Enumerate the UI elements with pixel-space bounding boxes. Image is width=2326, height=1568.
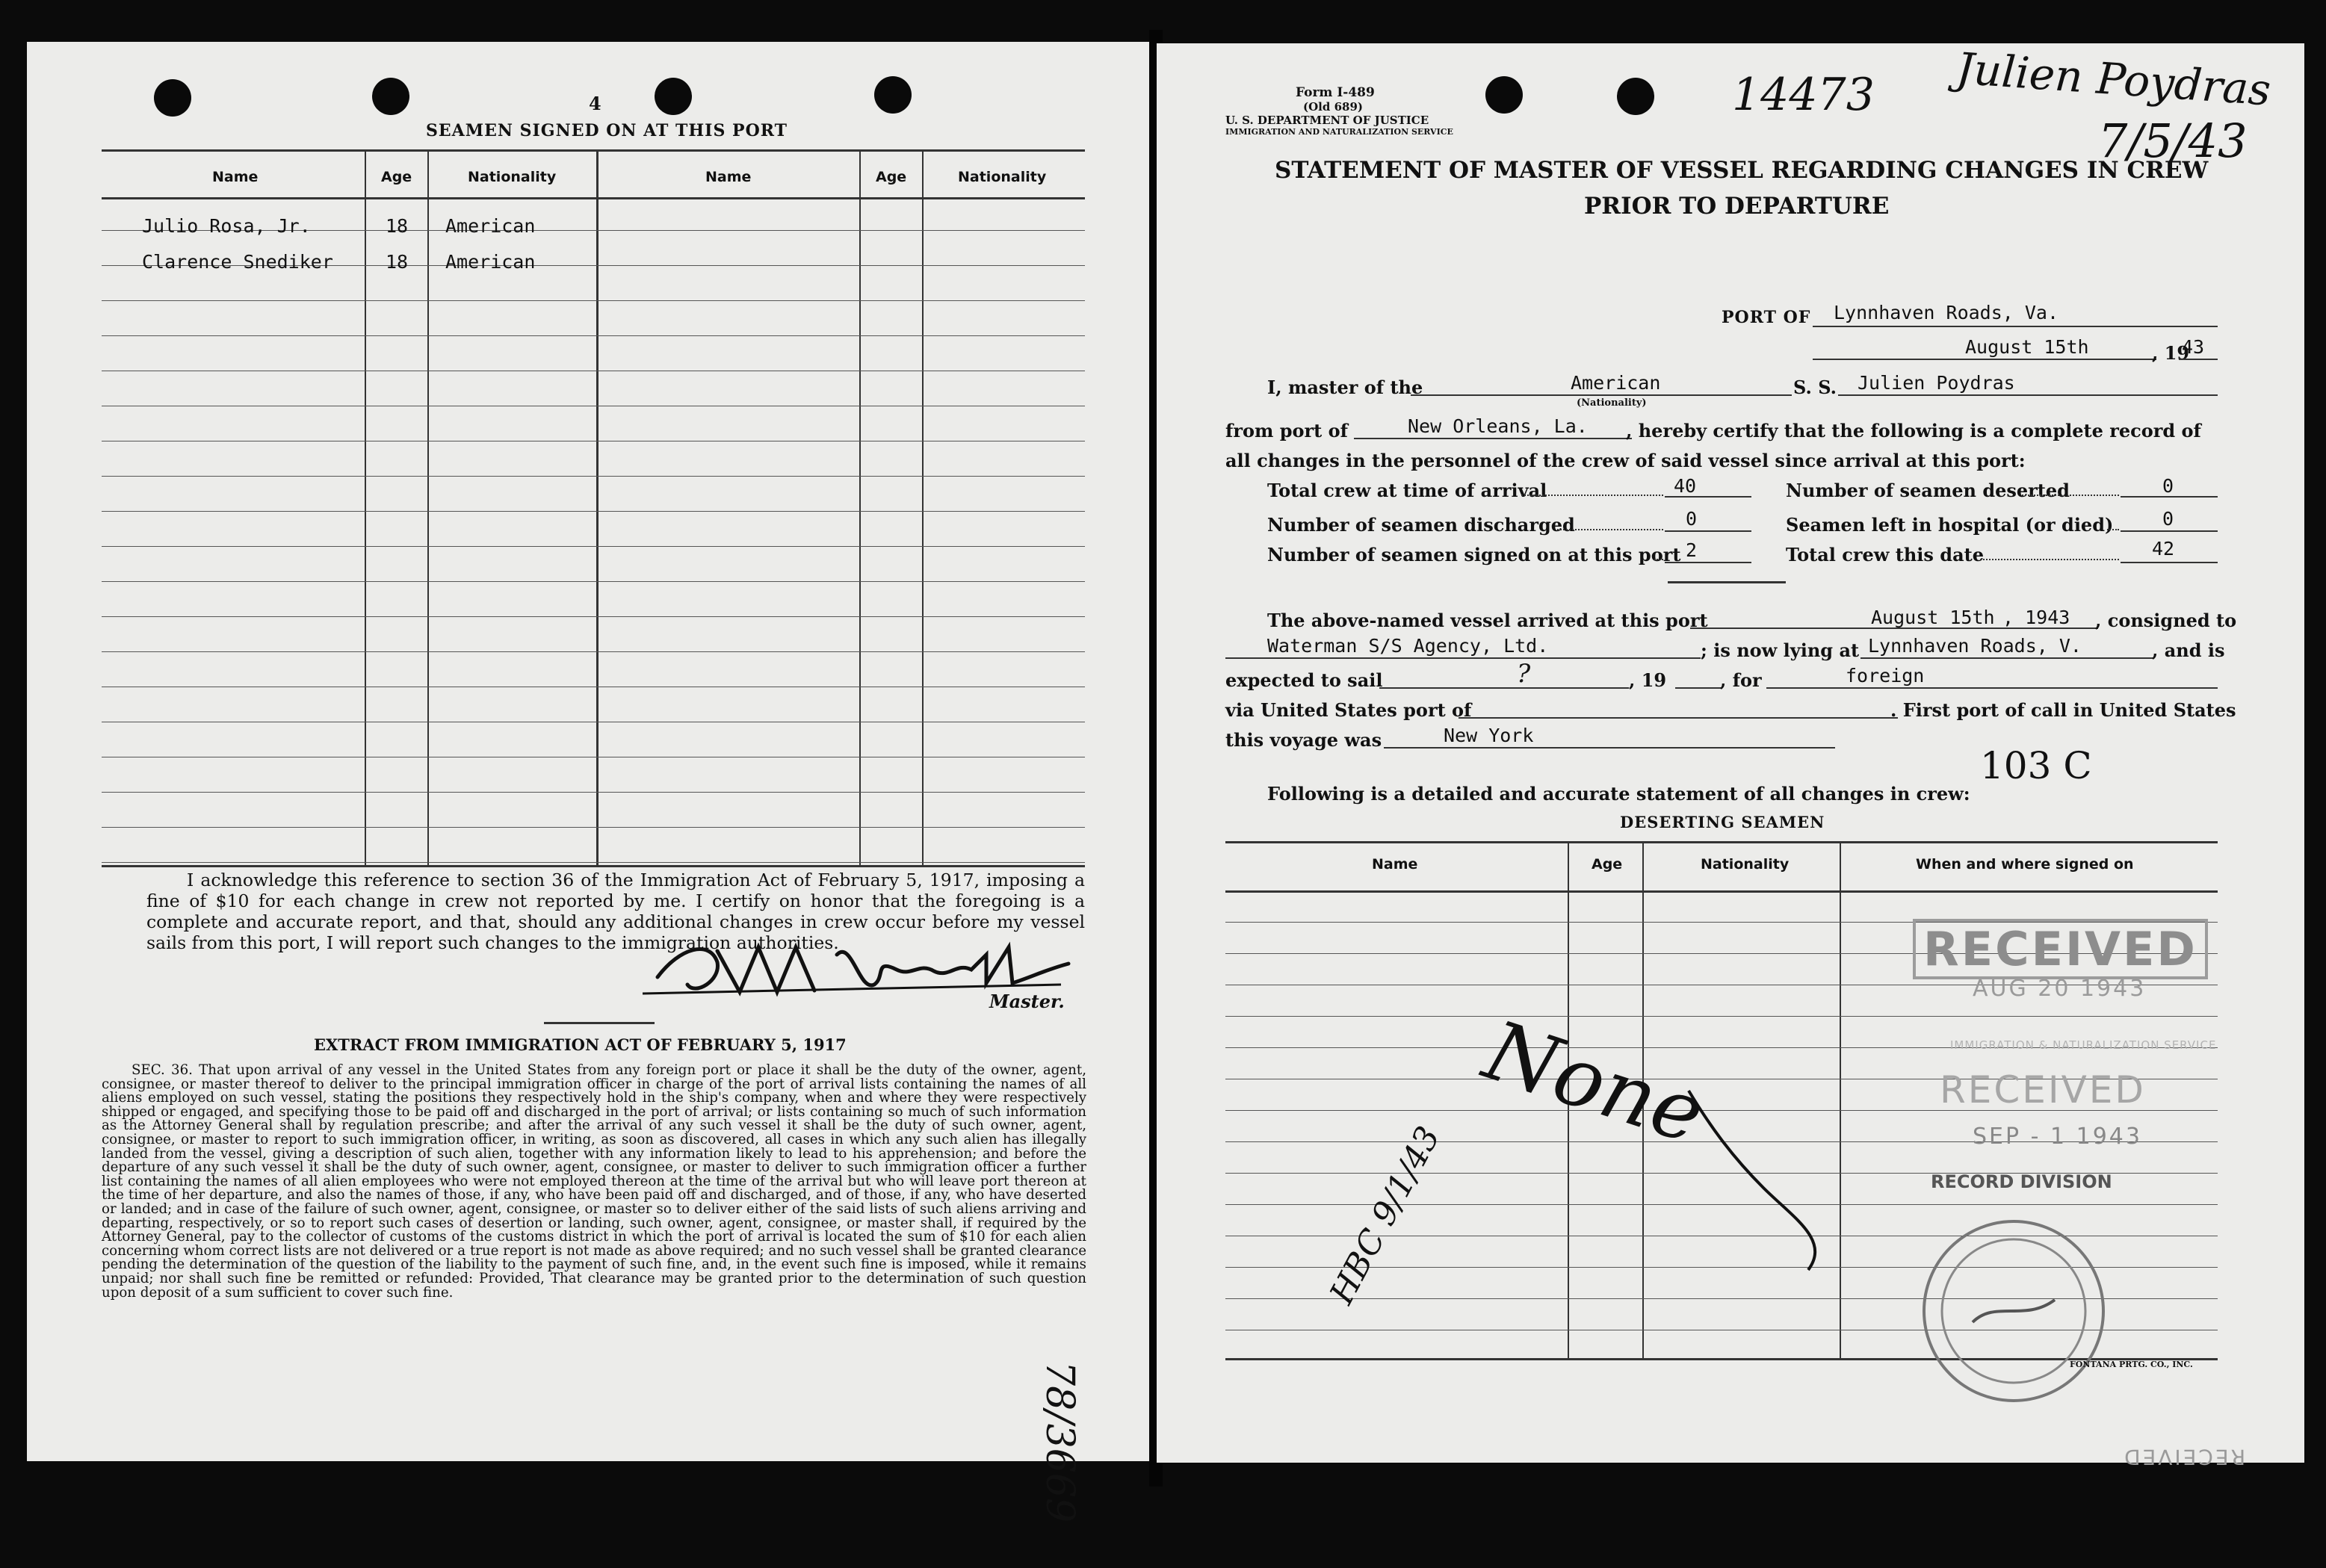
department-label: U. S. DEPARTMENT OF JUSTICE [1225, 114, 1429, 127]
form-old-number: (Old 689) [1303, 100, 1363, 114]
stat-label: Seamen left in hospital (or died) [1786, 514, 2114, 536]
handwritten-number: 14473 [1732, 69, 1875, 121]
table-cell-nationality: American [445, 215, 536, 237]
deserting-title: DESERTING SEAMEN [1620, 813, 1825, 831]
deserting-col-signed-on: When and where signed on [1916, 856, 2134, 873]
master-of-label: I, master of the [1267, 376, 1423, 398]
table-rule [102, 511, 1085, 512]
table-rule [1225, 1016, 2218, 1017]
none-stroke [1681, 1083, 1831, 1277]
table-cell-age: 18 [386, 251, 409, 273]
from-port-value: New Orleans, La. [1408, 415, 1588, 437]
deserting-col-name: Name [1372, 856, 1418, 873]
table-rule [102, 581, 1085, 582]
page-number: 4 [589, 93, 601, 114]
section-title: SEAMEN SIGNED ON AT THIS PORT [426, 121, 788, 140]
deserting-col-age: Age [1592, 856, 1623, 873]
table-cell-age: 18 [386, 215, 409, 237]
via-label: via United States port of [1225, 699, 1472, 721]
initials-note: HBC 9/1/43 [1323, 1120, 1448, 1310]
col-header-age: Age [381, 169, 412, 185]
col-header-name-2: Name [705, 169, 752, 185]
table-rule [102, 335, 1085, 336]
port-label: PORT OF [1722, 308, 1811, 327]
voyage-label: this voyage was [1225, 729, 1382, 751]
date-value: August 15th [1965, 336, 2089, 358]
table-rule [102, 300, 1085, 301]
code-note: 103 C [1980, 744, 2092, 787]
expected-label: expected to sail [1225, 669, 1383, 691]
arrived-year: , 1943 [2002, 607, 2070, 628]
punch-hole [372, 78, 409, 115]
col-header-name: Name [212, 169, 259, 185]
table-rule [102, 792, 1085, 793]
certify-text: , hereby certify that the following is a complete record of [1626, 420, 2201, 441]
punch-hole [655, 78, 692, 115]
table-rule [102, 827, 1085, 828]
expected-value: ? [1517, 659, 1531, 689]
table-rule [102, 862, 1085, 863]
table-rule [102, 616, 1085, 617]
following-text: Following is a detailed and accurate statement of all changes in crew: [1267, 783, 1970, 805]
extract-text: SEC. 36. That upon arrival of any vessel in the United States from any foreign port or place it shall be the duty of the owner, agent, consignee, or master thereof to deliver to the principal immigration officer in charge of the port of arrival lists containing the names of all aliens employed on such vessel, stating the positions they respectively hold in the ship's company, when and where they were respectively shipped or engaged, and specifying those to be paid off and discharged in the port of arrival; or lists containing so much of such information as the Attorney General shall by regulation prescribe; and after the arrival of any such vessel it shall be the duty of such owner, agent, consignee, or master to report to such immigration officer, in writing, as soon as discovered, all cases in which any such alien has illegally landed from the vessel, giving a description of such alien, together with any information likely to lead to his apprehension; and before the departure of any such vessel it shall be the duty of such owner, agent, consignee, or master to deliver to such immigration officer a further list containing the names of all alien employees who were not employed thereon at the time of the arrival but who will leave port thereon at the time of her departure, and also the names of those, if any, who have been paid off and discharged, and of those, if any, who have deserted or landed; and in case of the failure of such owner, agent, consignee, or master so to deliver either of the said lists of such aliens arriving and departing, respectively, or so to report such cases of desertion or landing, such owner, agent, consignee, or master shall, if required by the Attorney General, pay to the collector of customs of the customs district in which the port of arrival is located the sum of $10 for each alien concerning whom correct lists are not delivered or a true report is not made as above required; and no such vessel shall be granted clearance pending the determination of the question of the liability to the payment of such fine, and, in the event such fine is imposed, while it remains unpaid; nor shall such fine be remitted or refunded: Provided, That clearance may be granted prior to the determination of such question upon deposit of a sum sufficient to cover such fine. [102, 1062, 1086, 1301]
first-port-label: . First port of call in United States [1890, 699, 2236, 721]
form-title: STATEMENT OF MASTER OF VESSEL REGARDING CHANGES IN CREW [1275, 157, 2209, 184]
col-header-nationality-2: Nationality [958, 169, 1047, 185]
stat-label: Total crew this date [1786, 544, 1984, 565]
extract-title: EXTRACT FROM IMMIGRATION ACT OF FEBRUARY 5, 1917 [314, 1035, 847, 1054]
lying-label: ; is now lying at [1701, 639, 1860, 661]
table-cell-name: Julio Rosa, Jr. [142, 215, 311, 237]
punch-hole [1617, 78, 1654, 115]
year-prefix: , 19 [2152, 342, 2190, 364]
deserting-col-nationality: Nationality [1701, 856, 1790, 873]
stat-value: 0 [2162, 508, 2174, 530]
stat-value: 2 [1686, 539, 1698, 561]
port-value: Lynnhaven Roads, Va. [1834, 302, 2059, 323]
stat-label: Number of seamen discharged [1267, 514, 1575, 536]
stat-value: 0 [1686, 508, 1698, 530]
table-rule [102, 546, 1085, 547]
all-changes-text: all changes in the personnel of the crew of said vessel since arrival at this port: [1225, 450, 2026, 471]
stat-label: Number of seamen deserted [1786, 480, 2070, 501]
stat-label: Total crew at time of arrival [1267, 480, 1547, 501]
handwritten-date: 7/5/43 [2098, 114, 2248, 168]
master-label: Master. [989, 991, 1065, 1012]
circular-seal [1913, 1210, 2115, 1412]
form-subtitle: PRIOR TO DEPARTURE [1584, 193, 1890, 220]
stat-value: 40 [1674, 475, 1697, 497]
nationality-caption: (Nationality) [1577, 397, 1647, 409]
col-header-age-2: Age [876, 169, 907, 185]
for-value: foreign [1846, 665, 1925, 687]
year-value: 43 [2182, 336, 2205, 358]
table-cell-nationality: American [445, 251, 536, 273]
consigned-label: , consigned to [2095, 610, 2237, 631]
expected-year: , 19 [1629, 669, 1667, 691]
stat-value: 0 [2162, 475, 2174, 497]
handwritten-vessel: Julien Poydras [1955, 43, 2273, 116]
punch-hole [154, 79, 191, 117]
and-is-label: , and is [2152, 639, 2225, 661]
form-number: Form I-489 [1296, 85, 1375, 100]
stat-value: 42 [2152, 538, 2175, 560]
punch-hole [874, 76, 912, 114]
received-stamp-inverted: RECEIVED [2122, 1445, 2246, 1469]
punch-hole [1485, 76, 1523, 114]
table-cell-name: Clarence Snediker [142, 251, 333, 273]
stat-label: Number of seamen signed on at this port [1267, 544, 1681, 565]
consignee-value: Waterman S/S Agency, Ltd. [1267, 635, 1549, 657]
nationality-value: American [1571, 372, 1661, 394]
col-header-nationality: Nationality [468, 169, 557, 185]
arrived-label: The above-named vessel arrived at this port [1267, 610, 1708, 631]
none-note: None [1473, 1003, 1716, 1162]
from-port-label: from port of [1225, 420, 1348, 441]
margin-note: 78/3669 [1037, 1361, 1082, 1523]
for-label: , for [1720, 669, 1762, 691]
voyage-value: New York [1444, 725, 1534, 746]
ship-name: Julien Poydras [1858, 372, 2015, 394]
service-label: IMMIGRATION AND NATURALIZATION SERVICE [1225, 127, 1453, 137]
table-rule [102, 476, 1085, 477]
table-rule [102, 651, 1085, 652]
printer-credit: FONTANA PRTG. CO., INC. [2070, 1360, 2193, 1369]
ss-label: S. S. [1793, 376, 1837, 398]
lying-value: Lynnhaven Roads, V. [1868, 635, 2082, 657]
arrived-value: August 15th [1871, 607, 1995, 628]
acknowledgment-text: I acknowledge this reference to section 36 of the Immigration Act of February 5, 1917, imposing a fine of $10 for each change in crew not reported by me. I certify on honor that the foregoing is a complete and accurate report, and that, should any additional changes in crew occur before my vessel sails from this port, I will report such changes to the immigration authorities. [146, 870, 1085, 953]
